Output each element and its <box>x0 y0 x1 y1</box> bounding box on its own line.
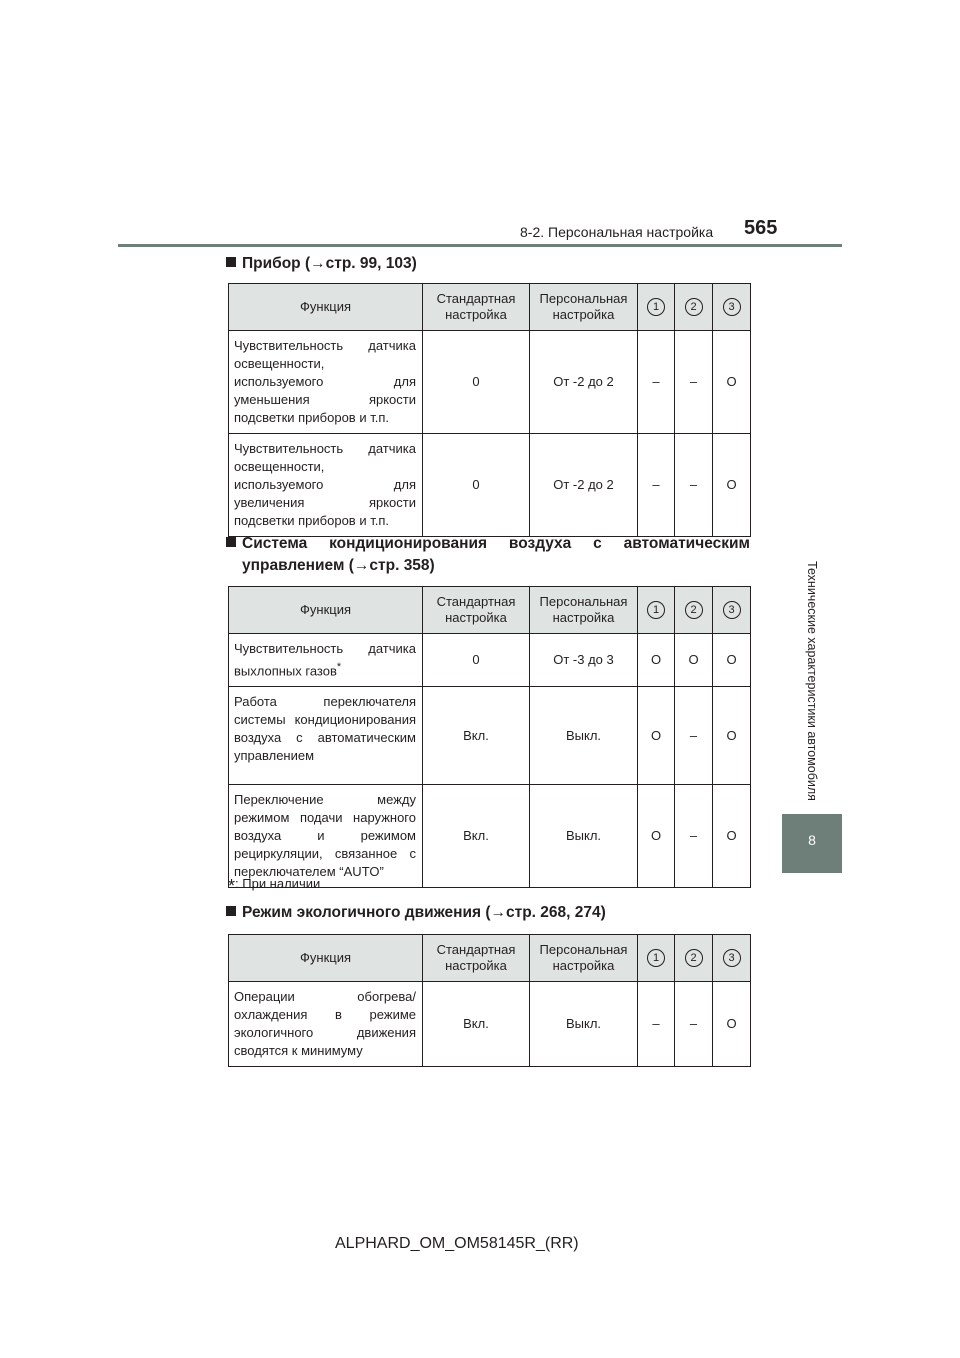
method-1-cell: O <box>638 687 675 785</box>
column-header-method-3 <box>713 935 751 982</box>
function-cell: Чувствительность датчика освещенности, используемого для уменьшения яркости подсветки приборов и т.п. <box>229 331 423 434</box>
column-header-function: Функция <box>229 284 423 331</box>
table-row <box>229 982 751 1067</box>
chapter-number: 8 <box>808 832 816 848</box>
document-code: ALPHARD_OM_OM58145R_(RR) <box>335 1235 579 1252</box>
personal-cell: От -2 до 2 <box>530 434 638 537</box>
column-header-method-3 <box>713 284 751 331</box>
table-header-row <box>229 935 751 982</box>
column-header-function: Функция <box>229 587 423 634</box>
circled-1-icon: 1 <box>647 949 665 967</box>
personal-cell: Выкл. <box>530 785 638 888</box>
chapter-title: Технические характеристики автомобиля <box>805 561 819 801</box>
page-number: 565 <box>744 217 778 239</box>
column-header-method-2 <box>675 935 713 982</box>
column-header-method-1 <box>638 284 675 331</box>
column-header-default: Стандартная настройка <box>423 587 530 634</box>
column-header-method-1 <box>638 935 675 982</box>
default-cell: Вкл. <box>423 982 530 1067</box>
method-3-cell: O <box>713 687 751 785</box>
footnote-star: * <box>228 876 236 896</box>
function-cell: Чувствительность датчика освещенности, используемого для увеличения яркости подсветки приборов и т.п. <box>229 434 423 537</box>
column-header-function: Функция <box>229 935 423 982</box>
column-header-personal: Персональная настройка <box>530 587 638 634</box>
method-3-cell: O <box>713 982 751 1067</box>
circled-1-icon: 1 <box>647 601 665 619</box>
square-bullet-icon <box>226 537 236 547</box>
column-header-method-2 <box>675 284 713 331</box>
function-cell: Чувствительность датчика выхлопных газов* <box>229 634 423 687</box>
header-rule <box>118 244 842 247</box>
table-row <box>229 634 751 687</box>
column-header-method-3 <box>713 587 751 634</box>
circled-2-icon: 2 <box>685 949 703 967</box>
default-cell: Вкл. <box>423 687 530 785</box>
personal-cell: От -3 до 3 <box>530 634 638 687</box>
table-row <box>229 331 751 434</box>
table-row <box>229 434 751 537</box>
method-2-cell: O <box>675 634 713 687</box>
default-cell: 0 <box>423 634 530 687</box>
method-1-cell: – <box>638 982 675 1067</box>
method-2-cell: – <box>675 785 713 888</box>
circled-2-icon: 2 <box>685 601 703 619</box>
circled-2-icon: 2 <box>685 298 703 316</box>
method-2-cell: – <box>675 982 713 1067</box>
header-section-title: 8-2. Персональная настройка <box>520 224 714 240</box>
section-title-instrument: Прибор (→стр. 99, 103) <box>226 253 417 275</box>
method-3-cell: O <box>713 785 751 888</box>
chapter-side-tab <box>782 549 842 813</box>
personal-cell: Выкл. <box>530 982 638 1067</box>
column-header-personal: Персональная настройка <box>530 935 638 982</box>
circled-3-icon: 3 <box>723 601 741 619</box>
table-row <box>229 785 751 888</box>
method-3-cell: O <box>713 434 751 537</box>
function-cell: Работа переключателя системы кондиционирования воздуха с автоматическим управлением <box>229 687 423 785</box>
default-cell: 0 <box>423 331 530 434</box>
default-cell: 0 <box>423 434 530 537</box>
circled-3-icon: 3 <box>723 298 741 316</box>
footnote: *: При наличии <box>228 876 321 896</box>
square-bullet-icon <box>226 906 236 916</box>
column-header-personal: Персональная настройка <box>530 284 638 331</box>
chapter-number-box <box>782 814 842 873</box>
method-1-cell: O <box>638 634 675 687</box>
column-header-default: Стандартная настройка <box>423 935 530 982</box>
column-header-method-1 <box>638 587 675 634</box>
column-header-method-2 <box>675 587 713 634</box>
table-header-row <box>229 587 751 634</box>
method-3-cell: O <box>713 634 751 687</box>
function-cell: Операции обогрева/ охлаждения в режиме экологичного движения сводятся к минимуму <box>229 982 423 1067</box>
personal-cell: Выкл. <box>530 687 638 785</box>
function-cell: Переключение между режимом подачи наружного воздуха и режимом рециркуляции, связанное с переключателем “AUTO” <box>229 785 423 888</box>
climate-settings-table <box>228 586 751 888</box>
personal-cell: От -2 до 2 <box>530 331 638 434</box>
method-2-cell: – <box>675 434 713 537</box>
default-cell: Вкл. <box>423 785 530 888</box>
footnote-marker: * <box>336 661 342 673</box>
section-title-climate-control: Система кондиционирования воздуха с автоматическим управлением (→стр. 358) <box>226 533 750 577</box>
circled-1-icon: 1 <box>647 298 665 316</box>
table-header-row <box>229 284 751 331</box>
method-2-cell: – <box>675 687 713 785</box>
eco-mode-settings-table <box>228 934 751 1067</box>
circled-3-icon: 3 <box>723 949 741 967</box>
method-2-cell: – <box>675 331 713 434</box>
section-title-eco-mode: Режим экологичного движения (→стр. 268, 274) <box>226 902 606 924</box>
column-header-default: Стандартная настройка <box>423 284 530 331</box>
method-1-cell: – <box>638 434 675 537</box>
method-3-cell: O <box>713 331 751 434</box>
instrument-settings-table <box>228 283 751 537</box>
table-row <box>229 687 751 785</box>
square-bullet-icon <box>226 257 236 267</box>
method-1-cell: O <box>638 785 675 888</box>
method-1-cell: – <box>638 331 675 434</box>
